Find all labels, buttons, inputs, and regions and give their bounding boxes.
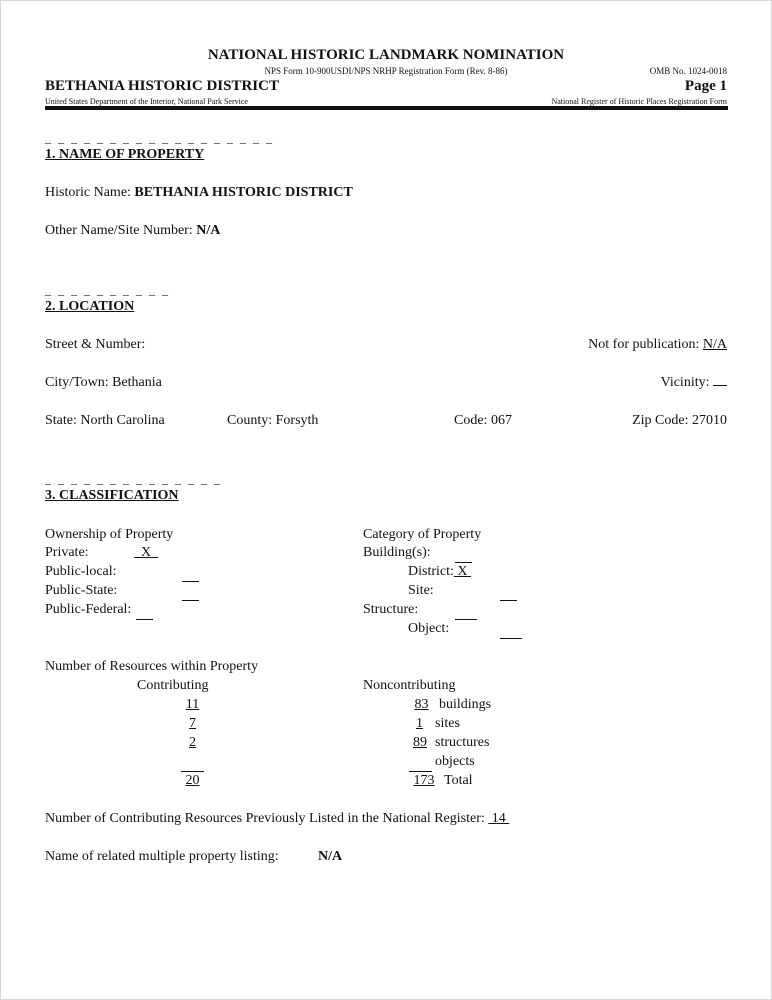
section1-heading: 1. NAME OF PROPERTY [45,147,205,162]
noncontributing-label: Noncontributing [363,678,456,693]
private-mark [134,545,158,561]
resources-label: Number of Resources within Property [45,659,259,674]
noncontributing-structures: 89 [413,735,427,750]
related-listing-label: Name of related multiple property listing: [45,849,279,864]
related-listing-value: N/A [318,849,343,864]
resource-type-buildings: buildings [439,697,492,712]
state: State: North Carolina [45,413,165,428]
other-name-value: N/A [196,223,221,238]
street-number-label: Street & Number: [45,337,146,352]
contributing-total: 20 [185,773,200,788]
district-category [408,564,471,580]
contributing-structures: 2 [189,735,196,750]
noncontributing-sites: 1 [416,716,423,731]
public-state-blank [182,599,199,601]
historic-name-value: BETHANIA HISTORIC DISTRICT [134,185,353,200]
object-label: Object: [408,621,450,636]
city-town: City/Town: Bethania [45,375,162,390]
private-mark-value: X [141,545,152,560]
district-mark [454,564,471,579]
section1-dashes: _ _ _ _ _ _ _ _ _ _ _ _ _ _ _ _ _ _ [45,131,274,145]
resource-type-sites: sites [435,716,460,731]
previously-listed-label: Number of Contributing Resources Previously Listed in the National Register: [45,811,489,826]
department-line: United States Department of the Interior, National Park Service [45,97,248,106]
site-blank [500,599,517,601]
building-label: Building(s): [363,545,431,560]
resource-type-structures: structures [435,735,490,750]
form-title: NATIONAL HISTORIC LANDMARK NOMINATION [207,47,565,63]
public-federal-blank [136,618,153,620]
section2-dashes: _ _ _ _ _ _ _ _ _ _ [45,283,170,297]
section3-dashes: _ _ _ _ _ _ _ _ _ _ _ _ _ _ [45,472,222,486]
zip-code: Zip Code: 27010 [632,413,727,428]
historic-name [45,185,353,201]
site-label: Site: [408,583,434,598]
public-federal-label: Public-Federal: [45,602,132,617]
structure-label: Structure: [363,602,419,617]
public-local-blank [182,580,199,582]
vicinity-blank [713,384,727,386]
structure-blank [455,618,477,620]
vicinity-label: Vicinity: [660,375,713,390]
category-label: Category of Property [363,527,482,542]
previously-listed [45,811,509,827]
form-number: NPS Form 10-900USDI/NPS NRHP Registration Form (Rev. 8-86) [264,66,508,76]
district-mark-value: X [457,564,468,579]
contributing-label: Contributing [137,678,209,693]
previously-listed-number: 14 [491,811,506,826]
historic-name-label: Historic Name: [45,185,135,200]
other-name-label: Other Name/Site Number: [45,223,197,238]
other-name [45,223,220,239]
district-label: District: [408,564,454,579]
public-local-label: Public-local: [45,564,117,579]
public-state-label: Public-State: [45,583,118,598]
previously-listed-value [488,811,509,826]
section3-heading: 3. CLASSIFICATION [45,488,179,503]
noncontributing-total: 173 [413,773,435,788]
private-label: Private: [45,545,89,560]
contributing-buildings: 11 [185,697,200,712]
vicinity [661,375,727,391]
not-for-publication-label: Not for publication: [588,337,703,352]
noncontributing-buildings: 83 [414,697,429,712]
code: Code: 067 [454,413,512,428]
not-for-publication-value: N/A [702,337,727,352]
section2-heading: 2. LOCATION [45,299,135,314]
resource-type-total: Total [444,773,473,788]
omb-number: OMB No. 1024-0018 [649,66,727,76]
building-blank [455,561,472,563]
header-rule [45,106,728,110]
object-blank [500,637,522,639]
contributing-sites: 7 [189,716,196,731]
not-for-publication [588,337,727,353]
noncontributing-objects-blank [409,770,432,772]
ownership-label: Ownership of Property [45,527,174,542]
district-header: BETHANIA HISTORIC DISTRICT [45,78,279,94]
page-number: Page 1 [684,78,727,94]
contributing-objects-blank [181,770,204,772]
register-line: National Register of Historic Places Registration Form [551,97,727,106]
resource-type-objects: objects [435,754,475,769]
county: County: Forsyth [227,413,319,428]
